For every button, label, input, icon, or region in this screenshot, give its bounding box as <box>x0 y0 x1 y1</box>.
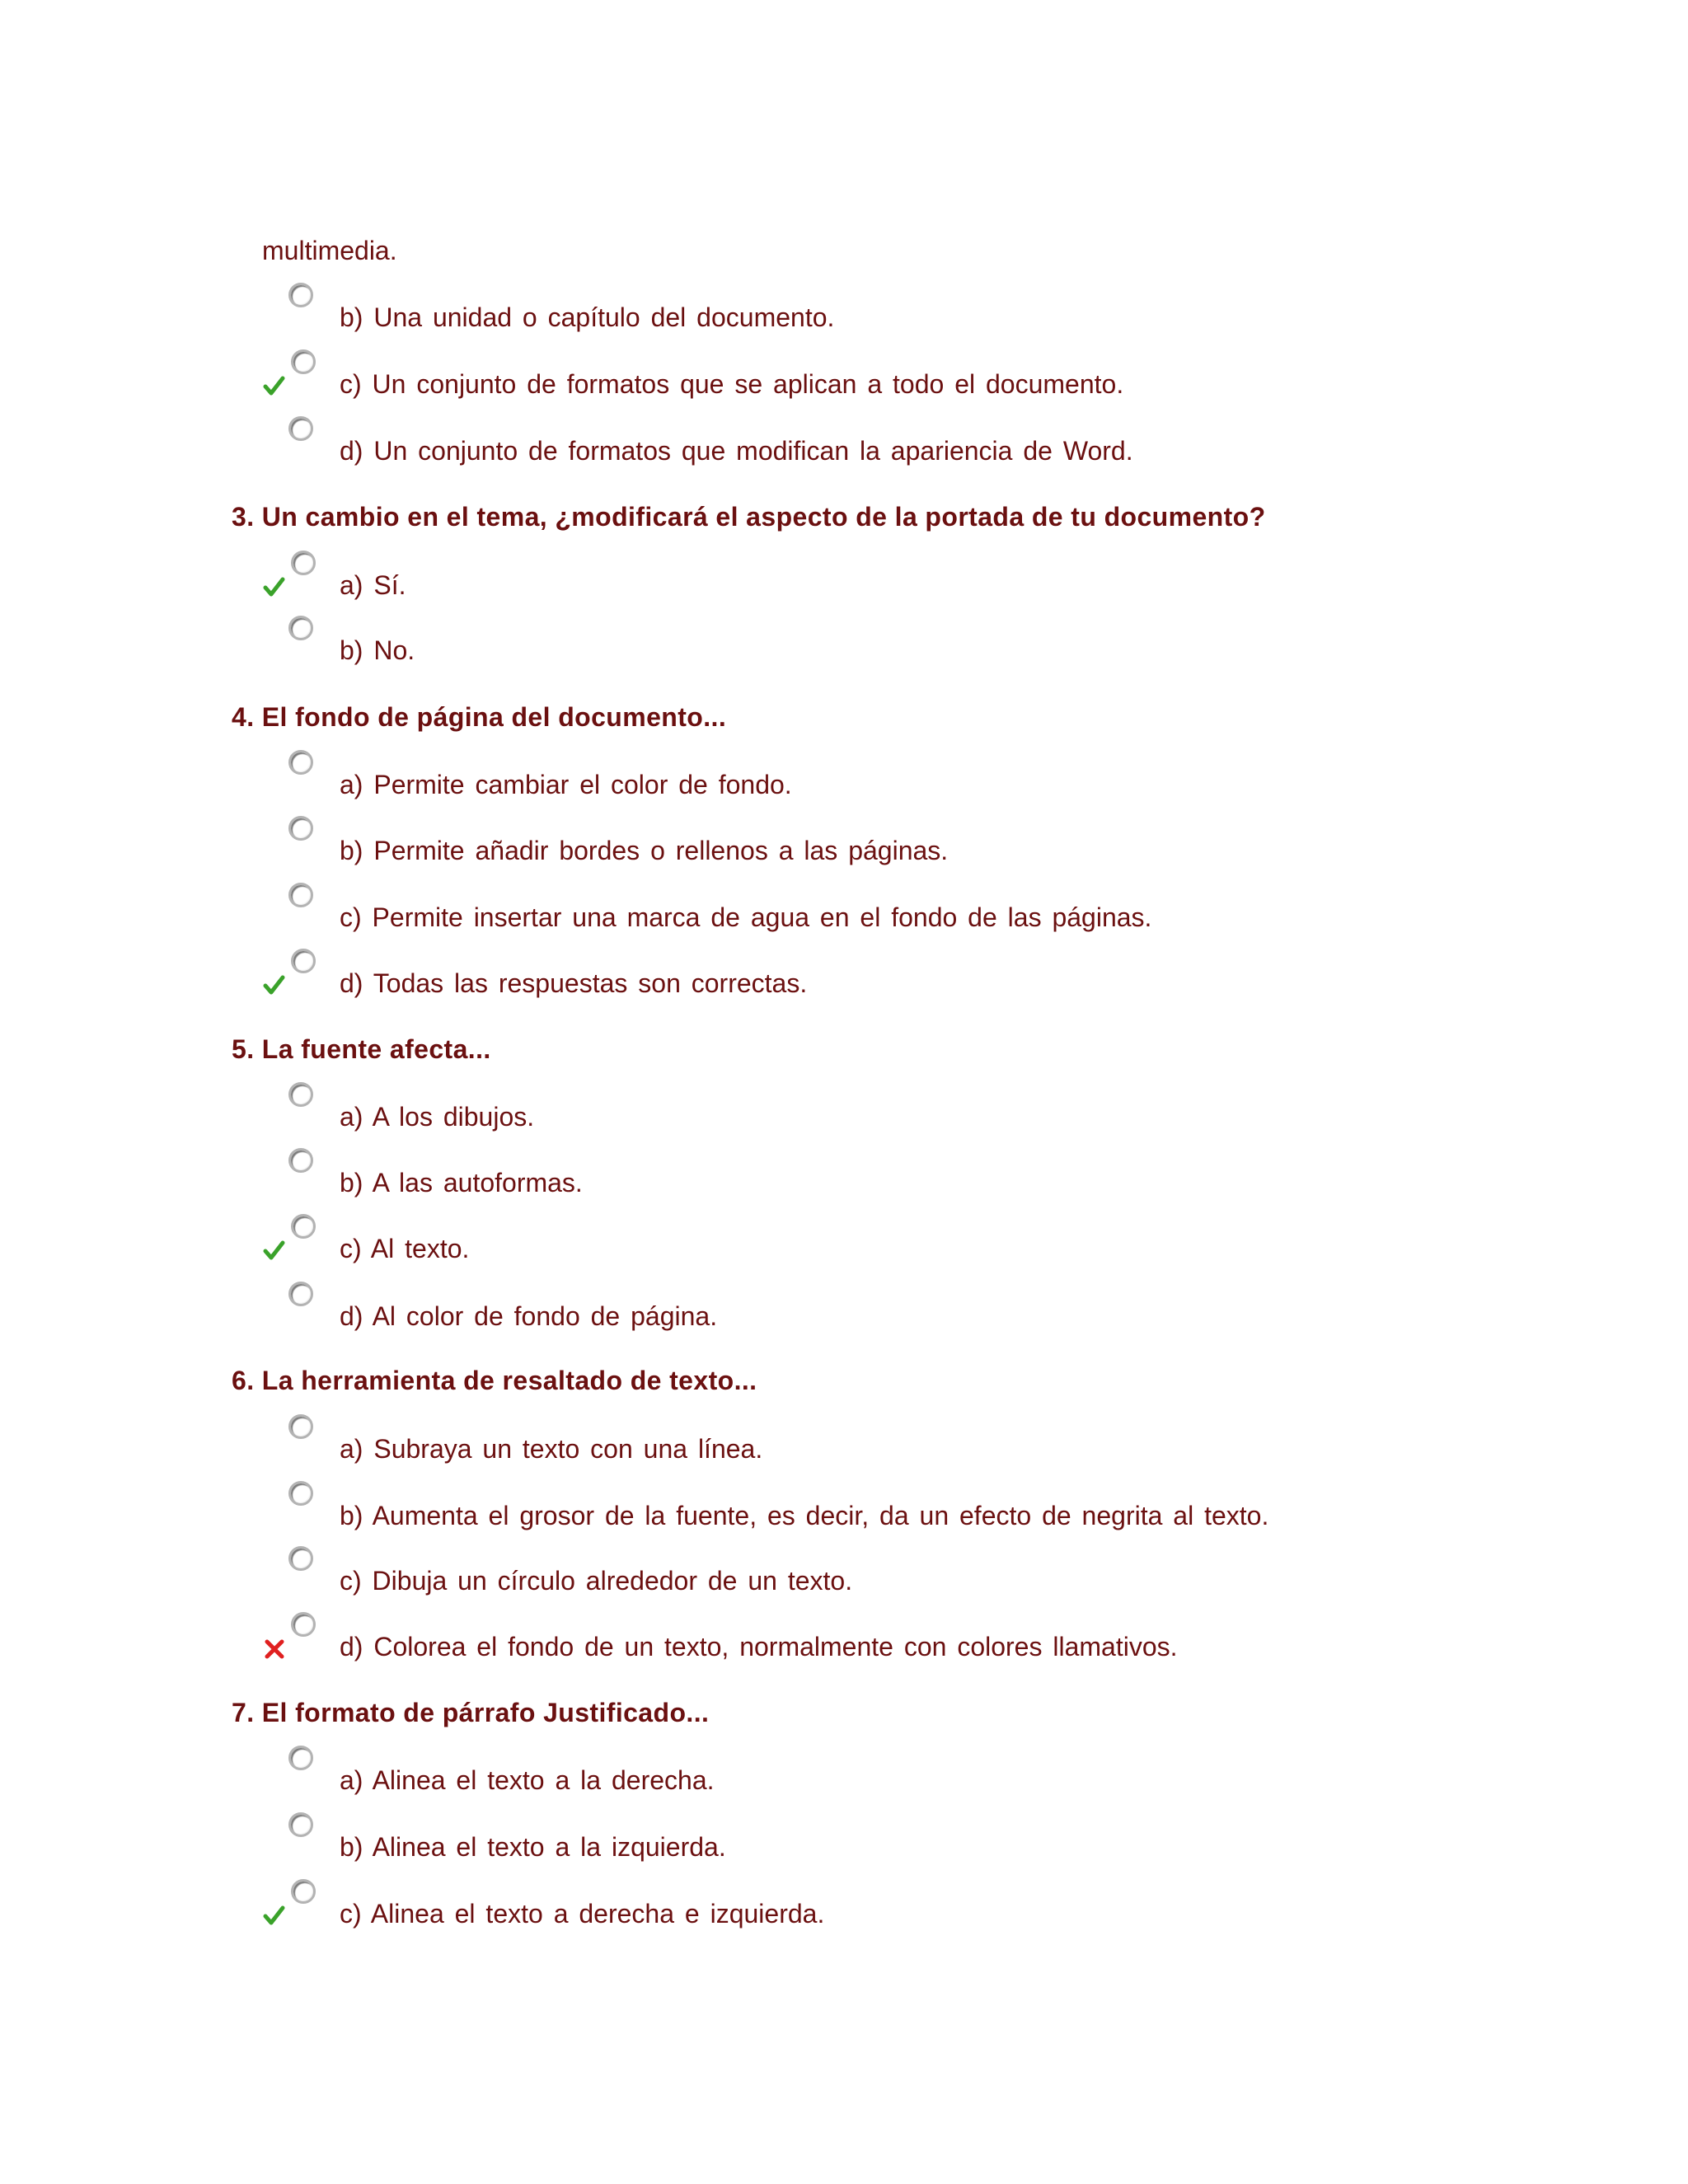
question-title: 3. Un cambio en el tema, ¿modificará el aspecto de la portada de tu documento? <box>232 502 1266 532</box>
checkmark-icon <box>262 575 287 600</box>
radio-button-icon[interactable] <box>288 616 313 640</box>
option-text: b) Aumenta el grosor de la fuente, es decir, da un efecto de negrita al texto. <box>340 1501 1269 1530</box>
checkmark-icon <box>262 1239 287 1263</box>
option-text: a) Alinea el texto a la derecha. <box>340 1765 715 1795</box>
option-q5-a[interactable] <box>0 1082 1688 1132</box>
option-q5-b[interactable] <box>0 1148 1688 1197</box>
radio-button-icon[interactable] <box>288 1481 313 1506</box>
option-text: c) Dibuja un círculo alrededor de un texto. <box>340 1566 853 1596</box>
option-text: b) A las autoformas. <box>340 1168 583 1197</box>
option-q5-c[interactable] <box>0 1214 1688 1263</box>
option-text: d) Al color de fondo de página. <box>340 1301 718 1331</box>
radio-button-icon[interactable] <box>291 551 316 575</box>
option-text: b) No. <box>340 635 415 665</box>
option-q2-c[interactable] <box>0 349 1688 399</box>
radio-button-icon[interactable] <box>288 1282 313 1306</box>
option-text: c) Un conjunto de formatos que se aplican a todo el documento. <box>340 369 1124 399</box>
checkmark-icon <box>262 973 287 998</box>
radio-button-icon[interactable] <box>291 349 316 374</box>
radio-button-icon[interactable] <box>288 750 313 775</box>
option-q7-c[interactable] <box>0 1879 1688 1929</box>
radio-button-icon[interactable] <box>288 1546 313 1571</box>
option-text: c) Permite insertar una marca de agua en el fondo de las páginas. <box>340 902 1152 932</box>
radio-button-icon[interactable] <box>291 1879 316 1904</box>
option-q6-d[interactable] <box>0 1612 1688 1661</box>
checkmark-icon <box>262 374 287 399</box>
option-q2-d[interactable] <box>0 416 1688 466</box>
option-q4-d[interactable] <box>0 949 1688 998</box>
radio-button-icon[interactable] <box>288 1812 313 1837</box>
radio-button-icon[interactable] <box>288 1148 313 1173</box>
question-title: 6. La herramienta de resaltado de texto... <box>232 1366 757 1395</box>
radio-button-icon[interactable] <box>288 816 313 841</box>
option-q7-b[interactable] <box>0 1812 1688 1862</box>
radio-button-icon[interactable] <box>288 416 313 441</box>
checkmark-icon <box>262 1904 287 1929</box>
option-q3-a[interactable] <box>0 551 1688 600</box>
option-q7-a[interactable] <box>0 1746 1688 1795</box>
option-text: d) Colorea el fondo de un texto, normalmente con colores llamativos. <box>340 1632 1178 1661</box>
option-text: c) Al texto. <box>340 1234 470 1263</box>
option-text: d) Todas las respuestas son correctas. <box>340 968 808 998</box>
option-q6-b[interactable] <box>0 1481 1688 1530</box>
question-title: 5. La fuente afecta... <box>232 1034 491 1064</box>
radio-button-icon[interactable] <box>288 1746 313 1770</box>
option-q6-c[interactable] <box>0 1546 1688 1596</box>
cross-icon <box>262 1637 287 1661</box>
radio-button-icon[interactable] <box>291 1214 316 1239</box>
radio-button-icon[interactable] <box>288 1082 313 1107</box>
question-title: 4. El fondo de página del documento... <box>232 702 727 732</box>
option-q4-a[interactable] <box>0 750 1688 799</box>
option-q3-b[interactable] <box>0 616 1688 665</box>
option-q4-c[interactable] <box>0 883 1688 932</box>
option-text: c) Alinea el texto a derecha e izquierda. <box>340 1899 825 1929</box>
option-q6-a[interactable] <box>0 1414 1688 1464</box>
option-q5-d[interactable] <box>0 1282 1688 1331</box>
option-text: a) Permite cambiar el color de fondo. <box>340 770 792 799</box>
option-text: b) Permite añadir bordes o rellenos a las páginas. <box>340 836 949 865</box>
option-q2-b[interactable] <box>0 283 1688 332</box>
radio-button-icon[interactable] <box>291 1612 316 1637</box>
option-text: a) Sí. <box>340 570 406 600</box>
radio-button-icon[interactable] <box>288 1414 313 1439</box>
option-text: d) Un conjunto de formatos que modifican la apariencia de Word. <box>340 436 1133 466</box>
continuation-text: multimedia. <box>262 236 397 265</box>
option-text: a) A los dibujos. <box>340 1102 535 1132</box>
option-text: b) Una unidad o capítulo del documento. <box>340 302 835 332</box>
option-q4-b[interactable] <box>0 816 1688 865</box>
option-text: a) Subraya un texto con una línea. <box>340 1434 763 1464</box>
radio-button-icon[interactable] <box>291 949 316 973</box>
radio-button-icon[interactable] <box>288 283 313 307</box>
question-title: 7. El formato de párrafo Justificado... <box>232 1698 710 1727</box>
radio-button-icon[interactable] <box>288 883 313 907</box>
option-text: b) Alinea el texto a la izquierda. <box>340 1832 726 1862</box>
